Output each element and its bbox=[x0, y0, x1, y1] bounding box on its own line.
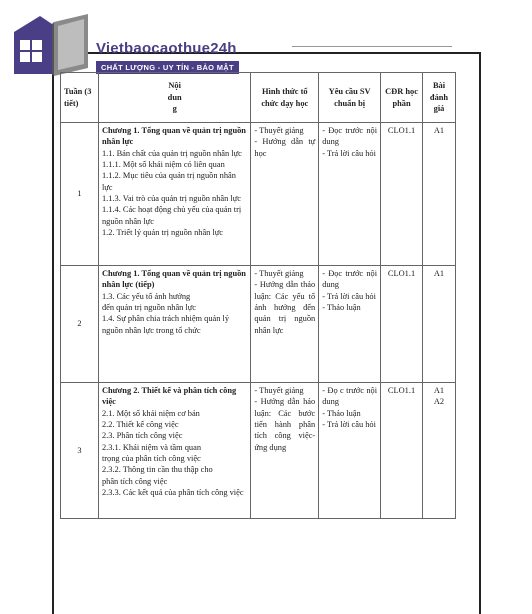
clo-cell: CLO1.1 bbox=[381, 266, 423, 383]
clo-cell: CLO1.1 bbox=[381, 123, 423, 266]
brand-name: Vietbaocaothue24h bbox=[96, 40, 237, 57]
header-content: Nội dun g bbox=[98, 73, 250, 123]
header-assess: Bài đánh giá bbox=[423, 73, 456, 123]
table-row bbox=[61, 266, 456, 383]
method-cell: - Thuyết giảng - Hướng dẫn thảo luận: Các yếu tố ảnh hưởng đến quản trị nguồn nhân lực bbox=[251, 266, 319, 383]
prep-cell: - Đọc trước nội dung - Trả lời câu hỏi bbox=[319, 123, 381, 266]
header-rule bbox=[292, 46, 452, 47]
prep-cell: - Đọ c trước nội dung - Thảo luận - Trả lời câu hỏi bbox=[319, 383, 381, 519]
book-house-logo-icon bbox=[10, 12, 94, 78]
header-week: Tuần (3 tiết) bbox=[61, 73, 99, 123]
assess-cell: A1 bbox=[423, 123, 456, 266]
method-cell: - Thuyết giảng - Hướng dẫn tự học bbox=[251, 123, 319, 266]
assess-cell: A1 A2 bbox=[423, 383, 456, 519]
syllabus-table bbox=[60, 72, 456, 519]
week-cell: 3 bbox=[61, 383, 99, 519]
method-cell: - Thuyết giảng - Hướng dẫn hảo luận: Các bước tiến hành phân tích công việc- ứng dụng bbox=[251, 383, 319, 519]
brand-tagline: CHẤT LƯỢNG - UY TÍN - BẢO MẬT bbox=[96, 61, 239, 74]
prep-cell: - Đọc trước nội dung - Trả lời câu hỏi - Thảo luận bbox=[319, 266, 381, 383]
table-row bbox=[61, 383, 456, 519]
content-cell: Chương 2. Thiết kế và phân tích công việc 2.1. Một số khái niệm cơ bản 2.2. Thiết kế công việc 2.3. Phân tích công việc 2.3.1. Khái niệm và tầm quan trọng của phân tích công việc 2.3.2. Thông tin cần thu thập cho phân tích công việc 2.3.3. Các kết quả của phân tích công việc bbox=[98, 383, 250, 519]
week-cell: 1 bbox=[61, 123, 99, 266]
header-method: Hình thức tổ chức dạy học bbox=[251, 73, 319, 123]
header-prep: Yêu cầu SV chuẩn bị bbox=[319, 73, 381, 123]
content-cell: Chương 1. Tổng quan về quản trị nguồn nhân lực 1.1. Bản chất của quản trị nguồn nhân lực 1.1.1. Một số khái niệm có liên quan 1.1.2. Mục tiêu của quản trị nguồn nhân lực 1.1.3. Vai trò của quản trị nguồn nhân lực 1.1.4. Các hoạt động chủ yếu của quản trị nguồn nhân lực 1.2. Triết lý quản trị nguồn nhân lực bbox=[98, 123, 250, 266]
table-header-row bbox=[61, 73, 456, 123]
content-cell: Chương 1. Tổng quan về quản trị nguồn nhân lực (tiếp) 1.3. Các yếu tố ảnh hưởng đến quản trị nguồn nhân lực 1.4. Sự phân chia trách nhiệm quản lý nguồn nhân lực trong tổ chức bbox=[98, 266, 250, 383]
assess-cell: A1 bbox=[423, 266, 456, 383]
header-clo: CĐR học phần bbox=[381, 73, 423, 123]
brand-block bbox=[96, 40, 239, 75]
table-row bbox=[61, 123, 456, 266]
clo-cell: CLO1.1 bbox=[381, 383, 423, 519]
week-cell: 2 bbox=[61, 266, 99, 383]
